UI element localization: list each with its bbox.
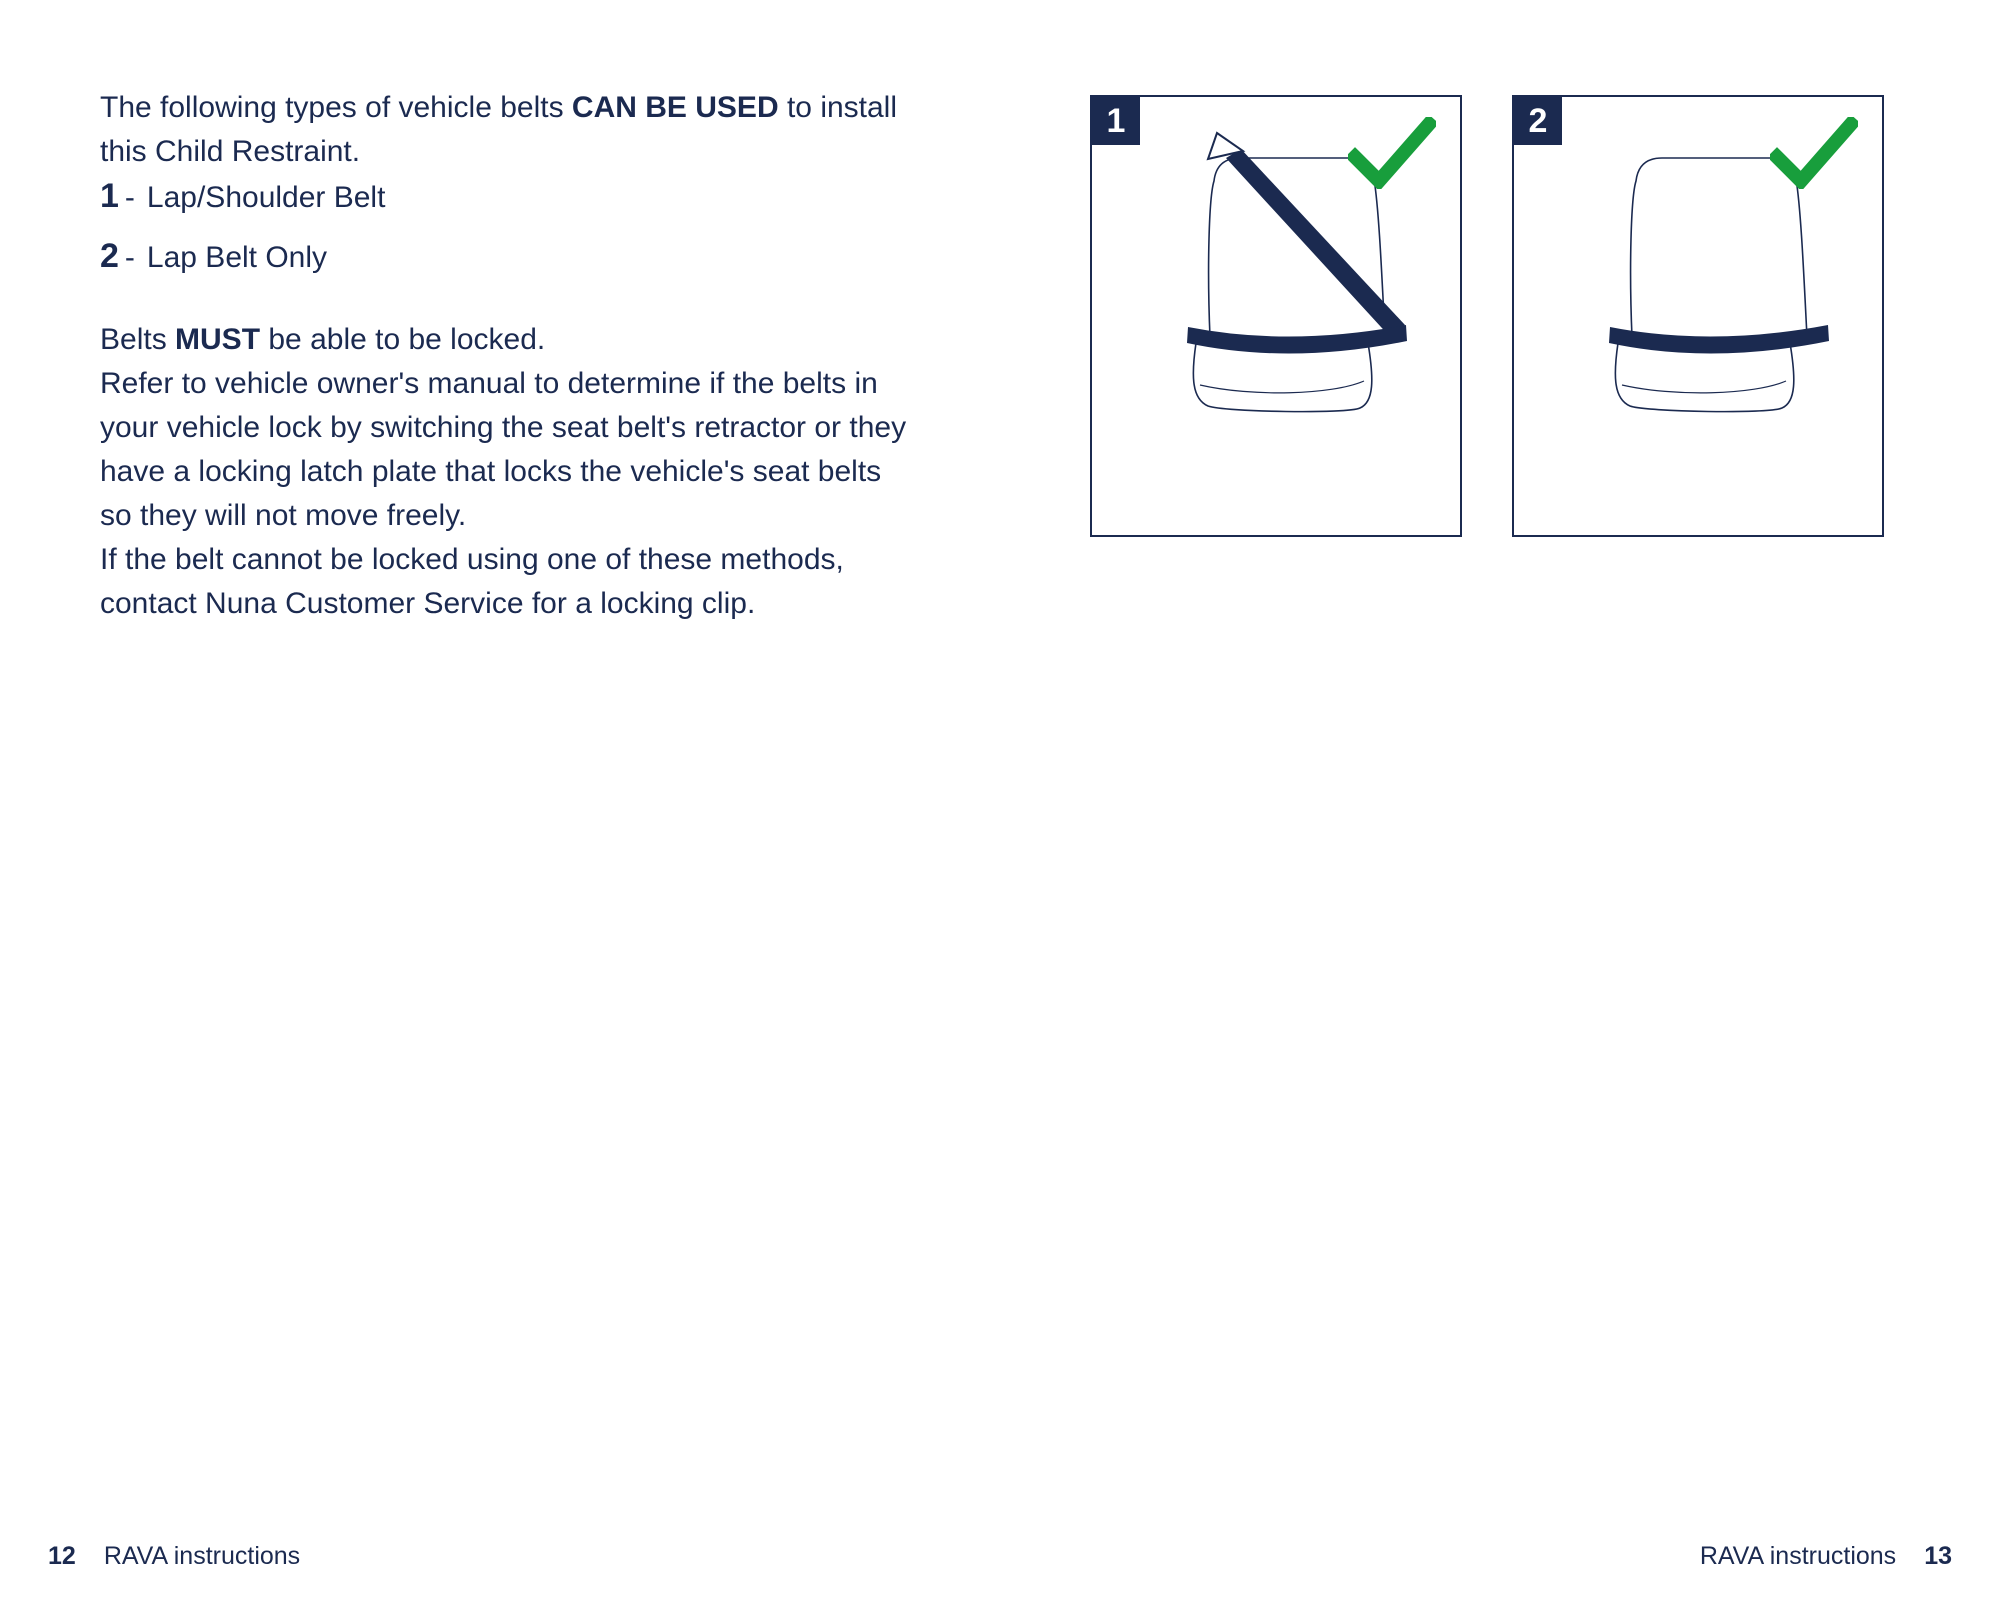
- locked-requirement: [100, 318, 912, 362]
- belt-type-list: [100, 174, 912, 280]
- seat-base-lip-line: [1200, 381, 1364, 393]
- refer-paragraph: Refer to vehicle owner's manual to determine if the belts in your vehicle lock by switching the seat belt's retractor or they have a locking latch plate that locks the vehicle's seat belts so they will not move freely.: [100, 367, 907, 532]
- item-number: 2: [100, 237, 119, 275]
- footer-left: [48, 1542, 300, 1571]
- footer-right: [1700, 1542, 1952, 1571]
- item-label: Lap Belt Only: [146, 241, 328, 274]
- footer-doc-title: RAVA instructions: [103, 1542, 301, 1570]
- list-item-lap-belt-only: [100, 234, 912, 280]
- check-icon: [1348, 117, 1436, 189]
- page-number: 13: [1924, 1542, 1952, 1570]
- seat-base-lip-line: [1622, 381, 1786, 393]
- locked-text-post: be able to be locked.: [260, 323, 546, 356]
- locked-text-bold: MUST: [175, 323, 261, 356]
- figure-lap-belt-only: [1512, 95, 1884, 537]
- intro-paragraph: [100, 86, 912, 174]
- check-mark-stroke: [1777, 124, 1851, 181]
- item-dash: -: [124, 241, 135, 274]
- footer-doc-title: RAVA instructions: [1699, 1542, 1897, 1570]
- page-number: 12: [48, 1542, 76, 1570]
- figure-number-badge: 2: [1514, 97, 1562, 145]
- lap-belt: [1609, 325, 1829, 354]
- intro-text-pre: The following types of vehicle belts: [100, 91, 572, 124]
- contact-paragraph: If the belt cannot be locked using one of these methods, contact Nuna Customer Service for a locking clip.: [100, 543, 844, 620]
- figure-lap-shoulder-belt: [1090, 95, 1462, 537]
- locked-text-pre: Belts: [100, 323, 176, 356]
- check-mark-stroke: [1355, 124, 1429, 181]
- intro-text-bold: CAN BE USED: [571, 91, 779, 124]
- item-dash: -: [124, 181, 135, 214]
- figure-number-badge: 1: [1092, 97, 1140, 145]
- lap-belt: [1187, 325, 1407, 354]
- list-item-lap-shoulder-belt: [100, 174, 912, 220]
- item-label: Lap/Shoulder Belt: [146, 181, 386, 214]
- intro-text-post: to install this Child Restraint.: [100, 91, 898, 168]
- check-icon: [1770, 117, 1858, 189]
- instruction-text-column: [100, 86, 912, 626]
- item-number: 1: [100, 177, 119, 215]
